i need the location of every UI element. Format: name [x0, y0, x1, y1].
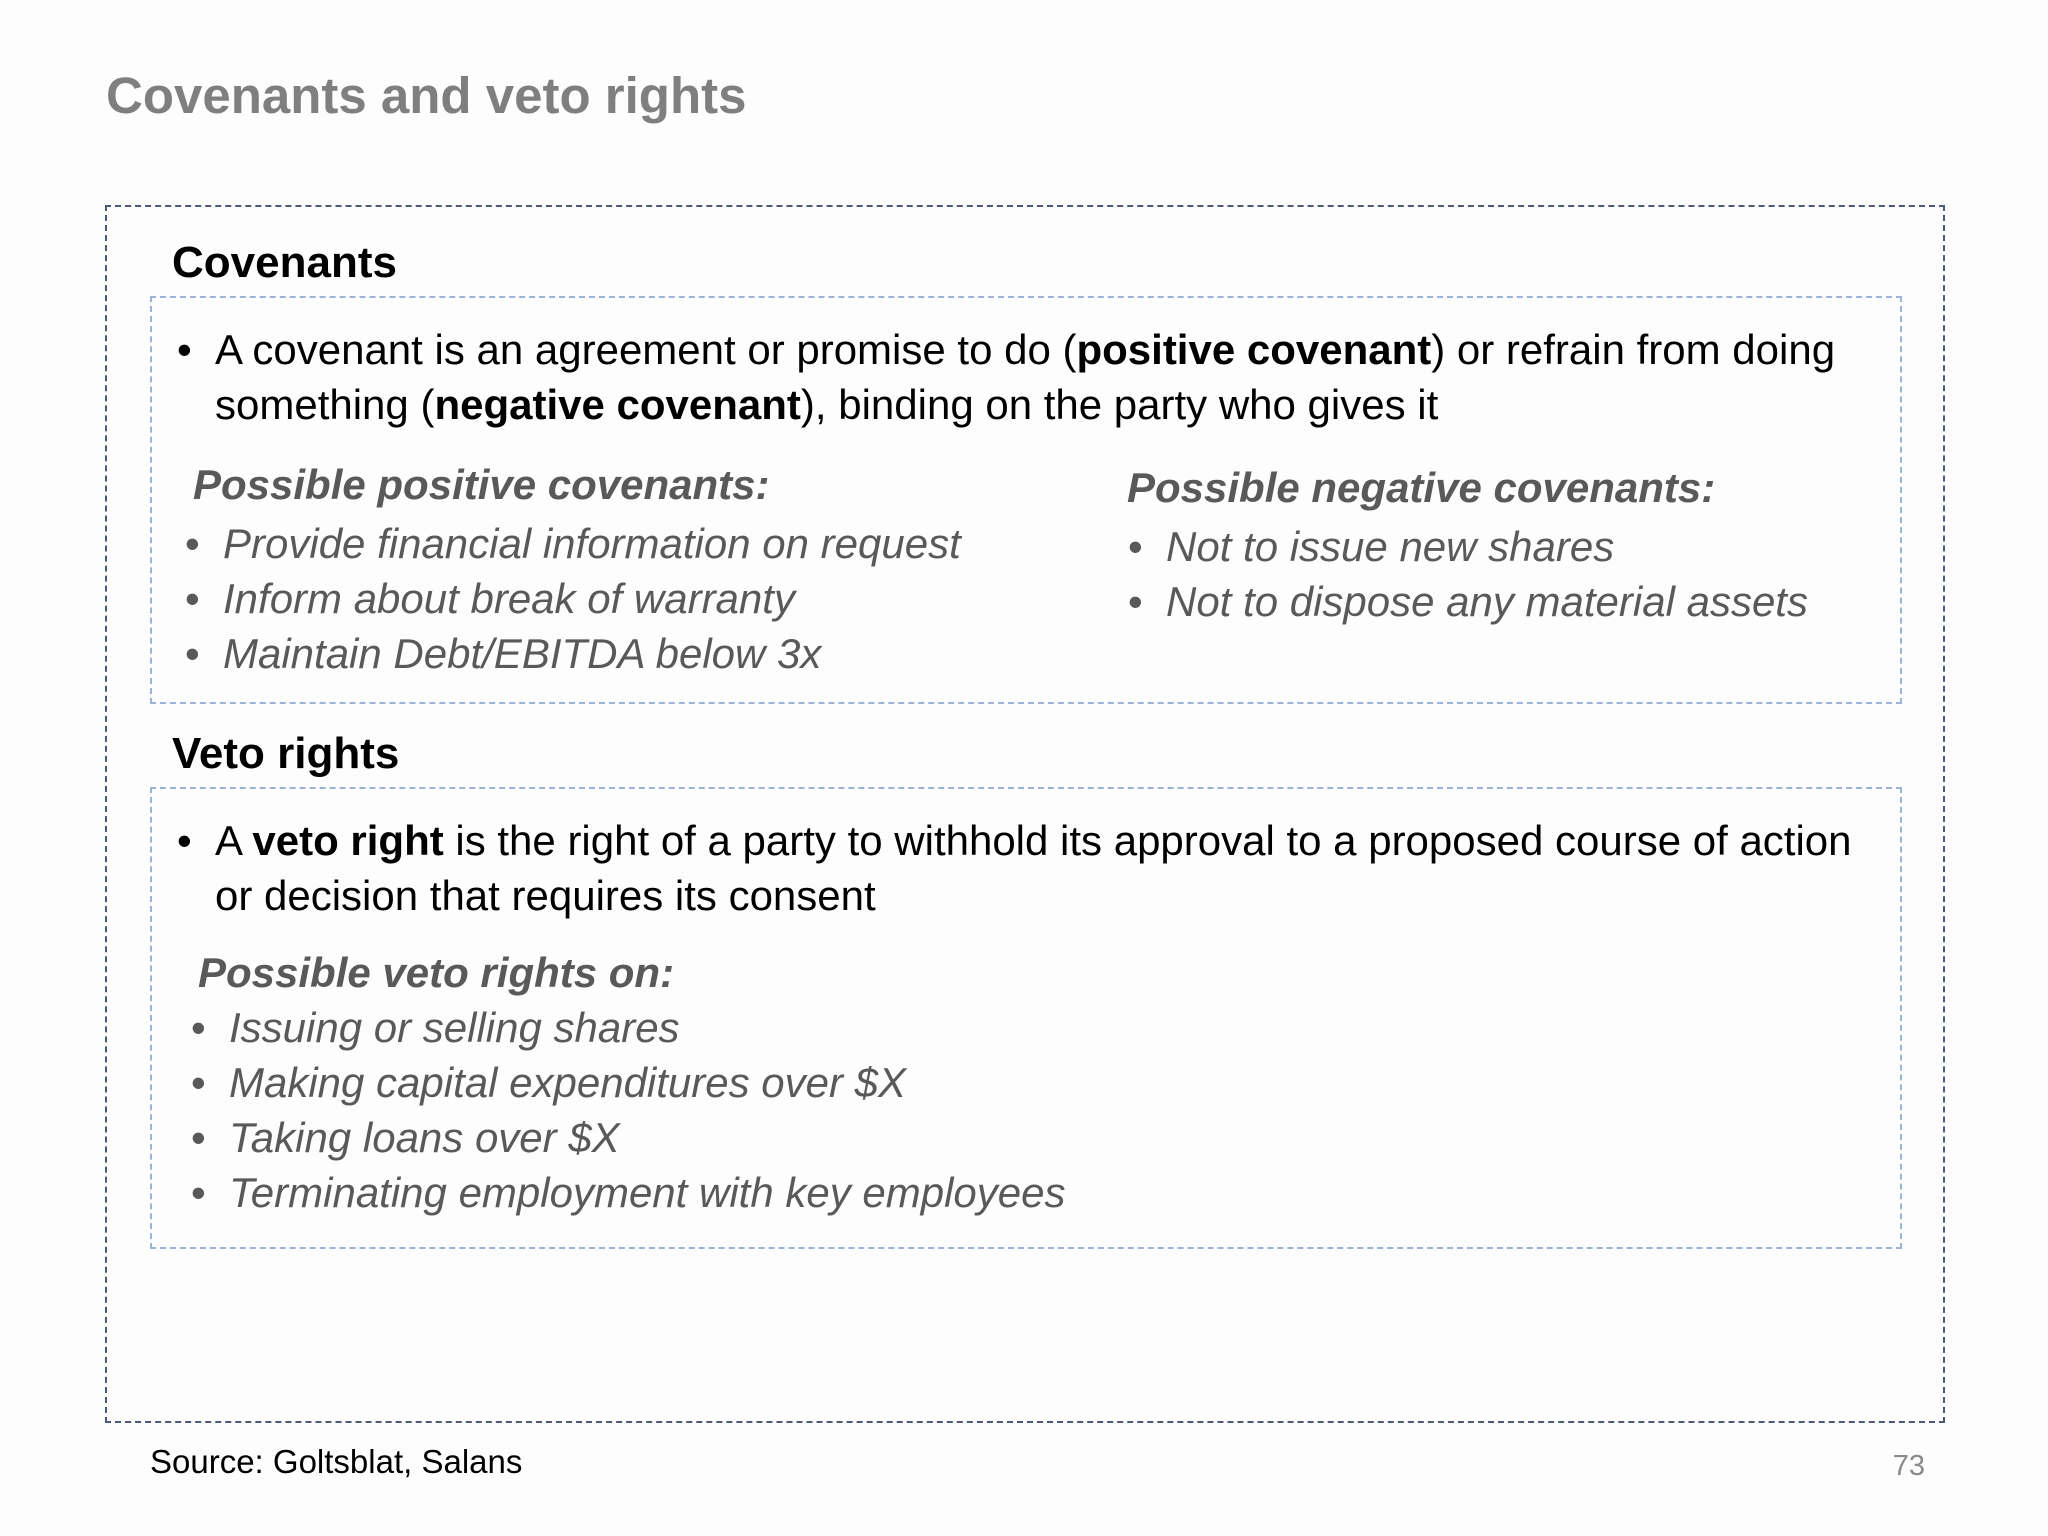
- bullet-icon: •: [177, 817, 192, 864]
- positive-covenants-heading: Possible positive covenants:: [193, 461, 770, 508]
- bullet-icon: •: [191, 1169, 206, 1216]
- list-item: • Taking loans over $X: [191, 1110, 1066, 1165]
- list-item: • Not to dispose any material assets: [1128, 574, 1808, 629]
- bullet-icon: •: [177, 326, 192, 373]
- slide-title: Covenants and veto rights: [106, 67, 747, 124]
- covenant-definition-text: A covenant is an agreement or promise to do (positive covenant) or refrain from doing something (negative covenant), binding on the party who gives it: [215, 326, 1836, 428]
- negative-covenants-list: [1128, 519, 1808, 629]
- list-item: • Not to issue new shares: [1128, 519, 1808, 574]
- covenant-definition: [177, 322, 1877, 432]
- bullet-icon: •: [185, 630, 200, 677]
- bullet-icon: •: [185, 520, 200, 567]
- negative-covenants-heading: Possible negative covenants:: [1127, 464, 1716, 511]
- veto-definition-text: A veto right is the right of a party to withhold its approval to a proposed course of action or decision that requires its consent: [215, 817, 1852, 919]
- source-note: Source: Goltsblat, Salans: [150, 1443, 523, 1480]
- positive-covenants-list: [185, 516, 961, 681]
- list-item: • Provide financial information on request: [185, 516, 961, 571]
- list-item: • Inform about break of warranty: [185, 571, 961, 626]
- list-item: • Maintain Debt/EBITDA below 3x: [185, 626, 961, 681]
- list-item: • Terminating employment with key employees: [191, 1165, 1066, 1220]
- bullet-icon: •: [191, 1004, 206, 1051]
- page-number: 73: [1892, 1450, 1925, 1482]
- veto-rights-heading: Veto rights: [172, 729, 400, 778]
- veto-rights-list: [191, 1000, 1066, 1220]
- veto-definition: [177, 813, 1877, 923]
- bullet-icon: •: [191, 1114, 206, 1161]
- bullet-icon: •: [185, 575, 200, 622]
- list-item: • Making capital expenditures over $X: [191, 1055, 1066, 1110]
- bullet-icon: •: [191, 1059, 206, 1106]
- bullet-icon: •: [1128, 523, 1143, 570]
- list-item: • Issuing or selling shares: [191, 1000, 1066, 1055]
- veto-list-heading: Possible veto rights on:: [198, 949, 675, 996]
- covenants-heading: Covenants: [172, 238, 397, 287]
- bullet-icon: •: [1128, 578, 1143, 625]
